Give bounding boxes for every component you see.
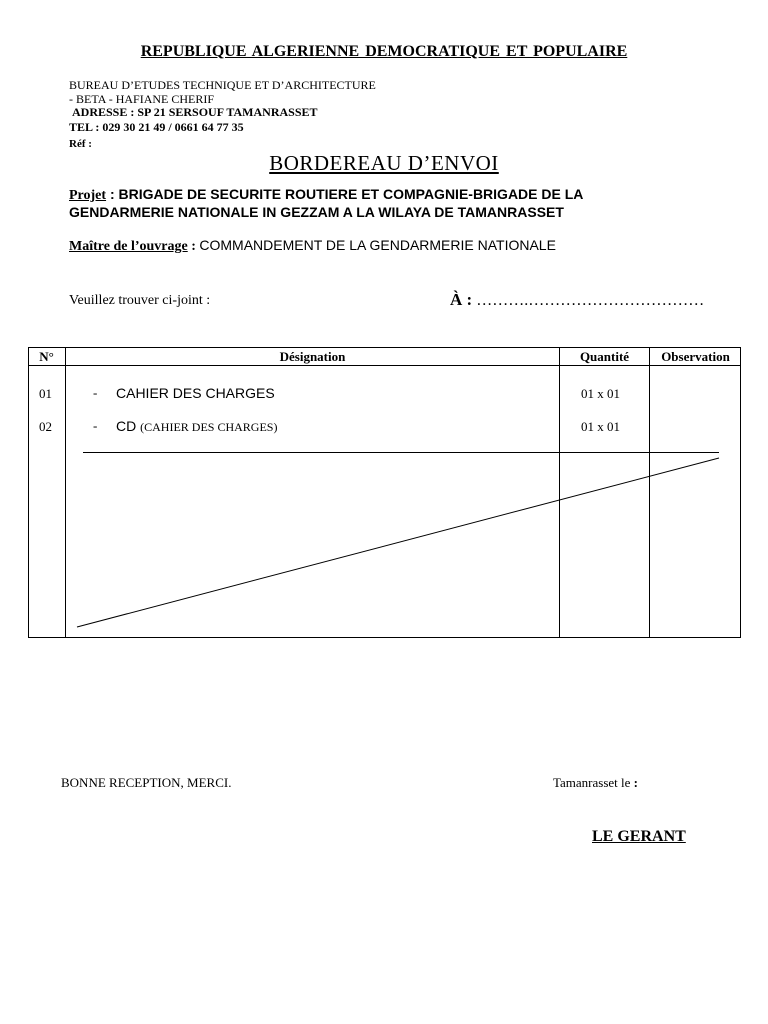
row-1-quantity: 01 x 01 [581, 386, 620, 401]
republic-heading: REPUBLIQUE ALGERIENNE DEMOCRATIQUE ET POPULAIRE [140, 43, 628, 60]
row-2-designation-detail: (CAHIER DES CHARGES) [140, 420, 278, 434]
document-title: BORDEREAU D’ENVOI [269, 151, 499, 175]
recipient-label: À : [450, 290, 473, 309]
enclosed-intro: Veuillez trouver ci-joint : [69, 293, 211, 308]
row-2-designation [116, 418, 277, 435]
row-1-designation-text: CAHIER DES CHARGES [116, 385, 275, 401]
signatory-title: LE GERANT [592, 828, 686, 845]
recipient-dots: ……….…………………………… [472, 292, 705, 309]
row-2-designation-text: CD [116, 418, 137, 434]
closing-diagonal-line [77, 458, 719, 627]
header-num: N° [39, 349, 54, 364]
bureau-address: ADRESSE : SP 21 SERSOUF TAMANRASSET [72, 105, 318, 119]
bureau-telephone: TEL : 029 30 21 49 / 0661 64 77 35 [69, 120, 244, 134]
project-separator: : [106, 186, 119, 202]
owner-label: Maître de l’ouvrage [69, 239, 188, 254]
row-1-designation [116, 385, 275, 401]
row-1-dash: - [93, 385, 98, 400]
row-1-num: 01 [39, 386, 52, 401]
project-label: Projet [69, 188, 107, 203]
place-date [553, 775, 638, 791]
reference-label: Réf : [69, 138, 92, 150]
owner-separator: : [187, 239, 200, 254]
place-date-colon: : [630, 775, 639, 790]
header-designation: Désignation [279, 349, 346, 364]
header-quantity: Quantité [579, 349, 630, 364]
owner-value: COMMANDEMENT DE LA GENDARMERIE NATIONALE [199, 237, 556, 253]
place-date-label: Tamanrasset le [553, 775, 631, 790]
row-2-num: 02 [39, 419, 52, 434]
row-2-quantity: 01 x 01 [581, 419, 620, 434]
bureau-name-line2: - BETA - HAFIANE CHERIF [69, 92, 215, 106]
bureau-name-line1: BUREAU D’ETUDES TECHNIQUE ET D’ARCHITECTURE [69, 78, 376, 92]
header-observation: Observation [661, 349, 730, 364]
project-line2: GENDARMERIE NATIONALE IN GEZZAM A LA WILAYA DE TAMANRASSET [69, 204, 564, 220]
closing-thanks: BONNE RECEPTION, MERCI. [61, 775, 232, 790]
row-2-dash: - [93, 418, 98, 433]
project-line1: BRIGADE DE SECURITE ROUTIERE ET COMPAGNIE-BRIGADE DE LA [118, 186, 584, 202]
